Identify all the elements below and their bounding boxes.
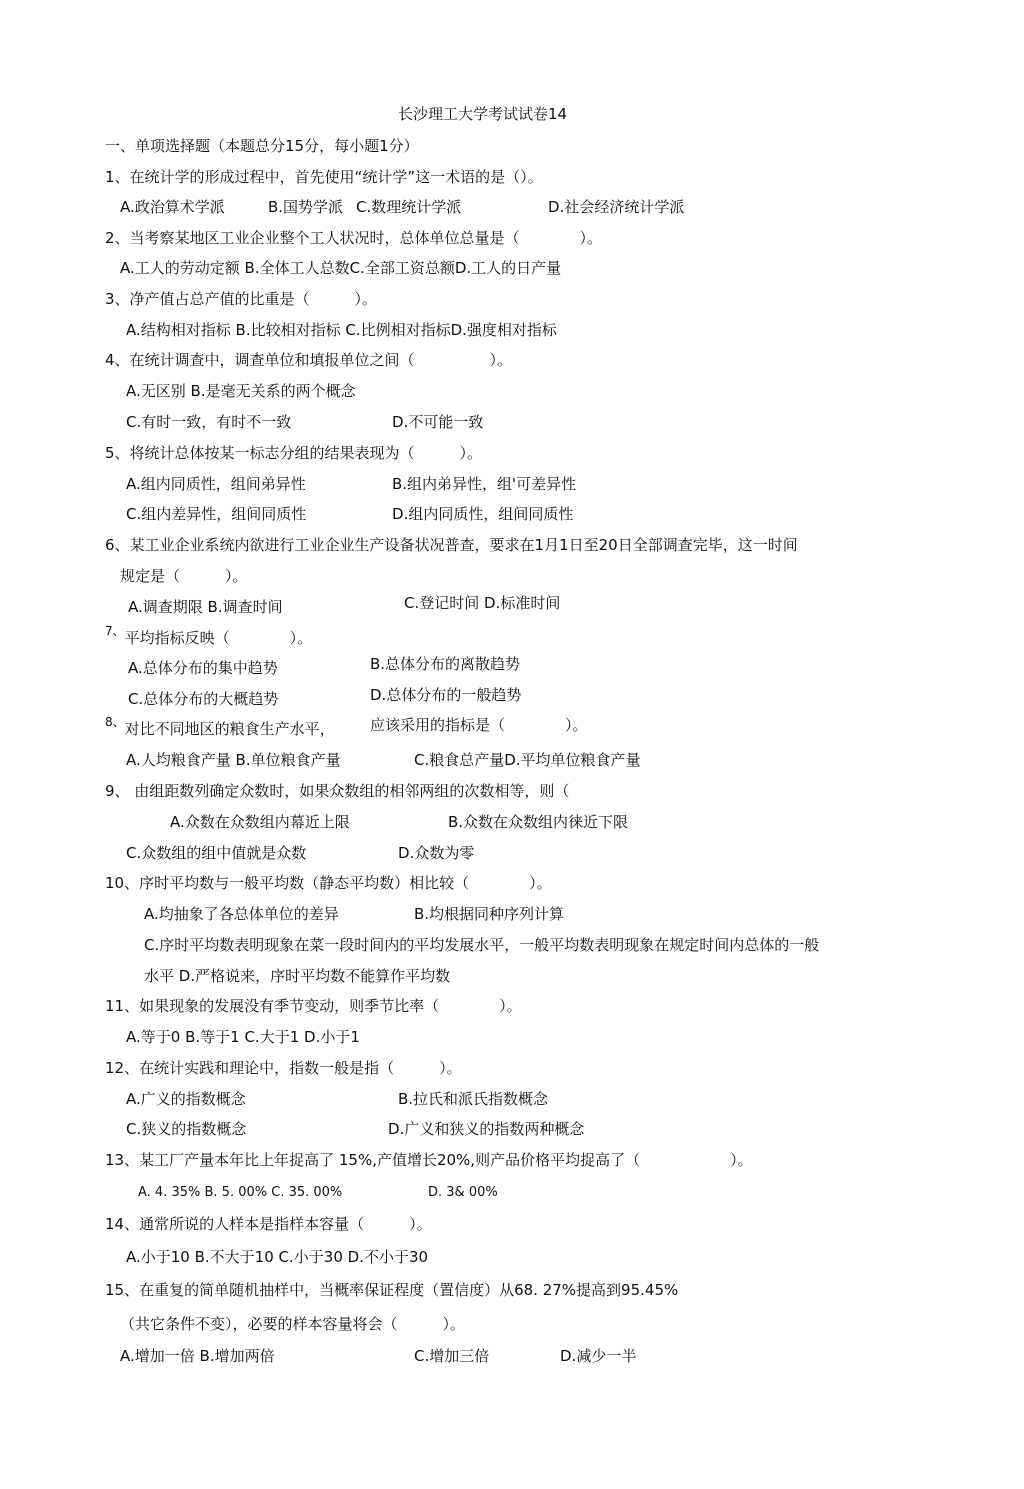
q10-option-a: A.均抽象了各总体单位的差异 xyxy=(144,905,339,923)
question-15-cont: （共它条件不变），必要的样本容量将会（ ）。 xyxy=(120,1315,466,1333)
q7-option-d: D.总体分布的一般趋势 xyxy=(370,686,522,704)
q12-option-c: C.狭义的指数概念 xyxy=(126,1120,247,1138)
question-1: 1、在统计学的形成过程中，首先使用“统计学”这一术语的是（）。 xyxy=(105,168,543,186)
question-6: 6、某工业企业系统内欲进行工业企业生产设备状况普查，要求在1月1日至20日全部调查完毕，这一时间 xyxy=(105,536,798,554)
q6-option-ab: A.调查期限 B.调查时间 xyxy=(128,598,283,616)
question-13: 13、某工厂产量本年比上年捉高了 15%,产值增长20%,则产品价格平均捉高了（ ）。 xyxy=(105,1151,753,1169)
question-11: 11、如果现象的发展没有季节变动，则季节比率（ ）。 xyxy=(105,997,522,1015)
q3-options: A.结构相对指标 B.比较相对指标 C.比例相对指标D.强度相对指标 xyxy=(126,321,557,339)
q6-option-cd: C.登记时间 D.标准时间 xyxy=(404,594,561,612)
question-6-cont: 规定是（ ）。 xyxy=(120,567,248,585)
q7-number: 7、 xyxy=(105,624,125,638)
q1-option-d: D.社会经济统计学派 xyxy=(548,198,685,216)
question-5: 5、将统计总体按某一标志分组的结果表现为（ ）。 xyxy=(105,444,483,462)
q5-option-b: B.组内弟异性，组'可差异性 xyxy=(392,475,577,493)
q11-options: A.等于0 B.等于1 C.大于1 D.小于1 xyxy=(126,1028,360,1046)
q7-option-b: B.总体分布的离散趋势 xyxy=(370,655,521,673)
section-heading: 一、单项选择题（本题总分15分，每小题1分） xyxy=(105,137,419,155)
q1-option-a: A.政治算术学派 xyxy=(120,198,225,216)
question-8 xyxy=(105,715,335,740)
q1-option-c: C.数理统计学派 xyxy=(356,198,462,216)
q5-option-a: A.组内同质性，组间弟异性 xyxy=(126,475,306,493)
q9-option-c: C.众数组的组中值就是众数 xyxy=(126,844,307,862)
q10-option-b: B.均根据同种序列计算 xyxy=(414,905,565,923)
q5-option-c: C.组内差异性，组间同质性 xyxy=(126,505,307,523)
q4-option-d: D.不可能一致 xyxy=(392,413,484,431)
q8-option-ab: A.人均粮食产量 B.单位粮食产量 xyxy=(126,751,341,769)
q8-text: 对比不同地区的粮食生产水平， xyxy=(124,720,335,738)
question-10: 10、序时平均数与一般平均数（静态平均数）相比较（ ）。 xyxy=(105,874,552,892)
q7-option-a: A.总体分布的集中趋势 xyxy=(128,659,278,677)
q13-option-d: D. 3& 00% xyxy=(428,1185,498,1200)
q10-option-d: 水平 D.严格说来，序时平均数不能算作平均数 xyxy=(144,967,451,985)
q12-option-a: A.广义的指数概念 xyxy=(126,1090,246,1108)
question-12: 12、在统计实践和理论中，指数一般是指（ ）。 xyxy=(105,1059,462,1077)
question-3: 3、净产值占总产值的比重是（ ）。 xyxy=(105,290,378,308)
question-14: 14、通常所说的人样本是指样本容量（ ）。 xyxy=(105,1215,432,1233)
q15-option-c: C.增加三倍 xyxy=(414,1347,490,1365)
q7-option-c: C.总体分布的大概趋势 xyxy=(128,690,279,708)
q1-option-b: B.国势学派 xyxy=(268,198,344,216)
q12-option-b: B.拉氏和派氏指数概念 xyxy=(398,1090,549,1108)
question-8-tail: 应该采用的指标是（ ）。 xyxy=(370,716,588,734)
q10-option-c: C.序时平均数表明现象在菜一段时间内的平均发展水平，一般平均数表明现象在规定时间内总体的一般 xyxy=(144,936,820,954)
q14-options: A.小于10 B.不大于10 C.小于30 D.不小于30 xyxy=(126,1248,429,1266)
q4-option-ab: A.无区别 B.是毫无关系的两个概念 xyxy=(126,382,356,400)
question-15: 15、在重复的简单随机抽样中，当概率保证程度（置信度）从68. 27%提高到95.45% xyxy=(105,1281,679,1299)
page-title: 长沙理工大学考试试卷14 xyxy=(398,105,568,123)
question-7 xyxy=(105,624,313,649)
question-9: 9、 由组距数列确定众数时，如果众数组的相邻两组的次数相等，则（ xyxy=(105,782,570,800)
q12-option-d: D.广义和狭义的指数两种概念 xyxy=(388,1120,585,1138)
q7-text: 平均指标反映（ ）。 xyxy=(124,629,313,647)
q8-number: 8、 xyxy=(105,715,125,729)
q13-option-abc: A. 4. 35% B. 5. 00% C. 35. 00% xyxy=(138,1185,343,1200)
q2-options: A.工人的劳动定额 B.全体工人总数C.全部工资总额D.工人的日产量 xyxy=(120,259,562,277)
question-4: 4、在统计调查中，调查单位和填报单位之间（ ）。 xyxy=(105,351,513,369)
q15-option-d: D.减少一半 xyxy=(560,1347,637,1365)
q15-option-ab: A.增加一倍 B.增加两倍 xyxy=(120,1347,275,1365)
q9-option-d: D.众数为零 xyxy=(398,844,475,862)
question-2: 2、当考察某地区工业企业整个工人状况时，总体单位总量是（ ）。 xyxy=(105,229,603,247)
q9-option-b: B.众数在众数组内徕近下限 xyxy=(448,813,629,831)
q5-option-d: D.组内同质性，组间同质性 xyxy=(392,505,574,523)
q9-option-a: A.众数在众数组内幕近上限 xyxy=(170,813,350,831)
q8-option-cd: C.粮食总产量D.平均单位粮食产量 xyxy=(414,751,641,769)
q4-option-c: C.有时一致，有时不一致 xyxy=(126,413,292,431)
